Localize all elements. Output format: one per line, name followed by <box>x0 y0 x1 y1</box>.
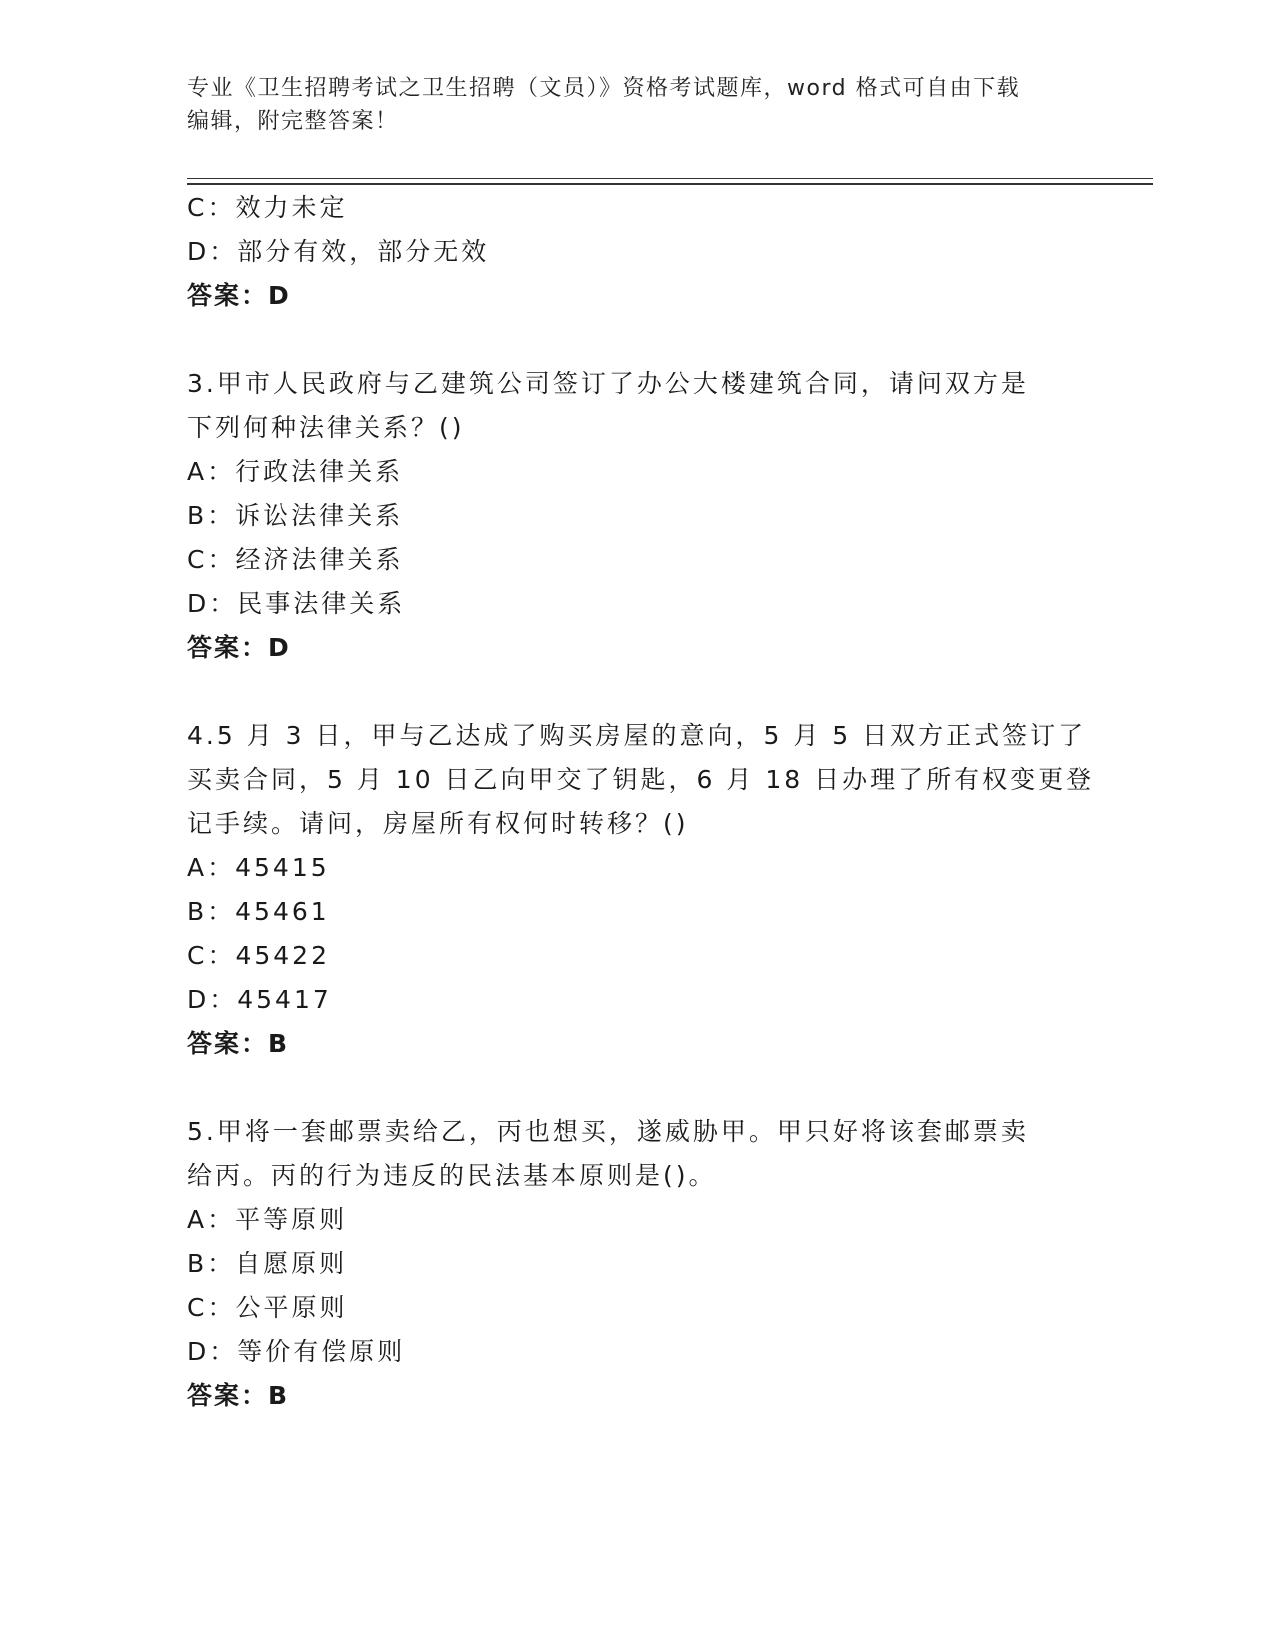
header-line-2: 编辑，附完整答案！ <box>187 109 399 134</box>
answer: 答案：D <box>187 633 291 662</box>
answer: 答案：D <box>187 281 291 310</box>
option-d: D：民事法律关系 <box>187 589 406 618</box>
question-4-stem-line: 记手续。请问，房屋所有权何时转移？() <box>187 809 689 838</box>
option-a: A：行政法律关系 <box>187 457 404 486</box>
header-line-1: 专业《卫生招聘考试之卫生招聘（文员）》资格考试题库，word 格式可自由下载 <box>187 76 1021 101</box>
option-b: B：45461 <box>187 897 330 926</box>
option-d: D：45417 <box>187 985 332 1014</box>
answer: 答案：B <box>187 1381 290 1410</box>
option-c: C：45422 <box>187 941 330 970</box>
option-a: A：45415 <box>187 853 330 882</box>
question-3-stem-line: 下列何种法律关系？() <box>187 413 465 442</box>
option-a: A：平等原则 <box>187 1205 348 1234</box>
question-5-stem-line: 5.甲将一套邮票卖给乙，丙也想买，遂威胁甲。甲只好将该套邮票卖 <box>187 1117 1029 1146</box>
document-header <box>187 72 1067 138</box>
option-c: C：经济法律关系 <box>187 545 404 574</box>
header-rule-thin <box>187 178 1153 179</box>
option-b: B：诉讼法律关系 <box>187 501 404 530</box>
question-5-stem-line: 给丙。丙的行为违反的民法基本原则是()。 <box>187 1161 717 1190</box>
question-4-stem-line: 4.5 月 3 日，甲与乙达成了购买房屋的意向，5 月 5 日双方正式签订了 <box>187 721 1087 750</box>
question-3-stem-line: 3.甲市人民政府与乙建筑公司签订了办公大楼建筑合同，请问双方是 <box>187 369 1029 398</box>
question-4-stem-line: 买卖合同，5 月 10 日乙向甲交了钥匙，6 月 18 日办理了所有权变更登 <box>187 765 1095 794</box>
answer: 答案：B <box>187 1029 290 1058</box>
option-d: D：部分有效，部分无效 <box>187 237 490 266</box>
option-c: C：效力未定 <box>187 193 348 222</box>
option-c: C：公平原则 <box>187 1293 348 1322</box>
option-d: D：等价有偿原则 <box>187 1337 406 1366</box>
option-b: B：自愿原则 <box>187 1249 348 1278</box>
